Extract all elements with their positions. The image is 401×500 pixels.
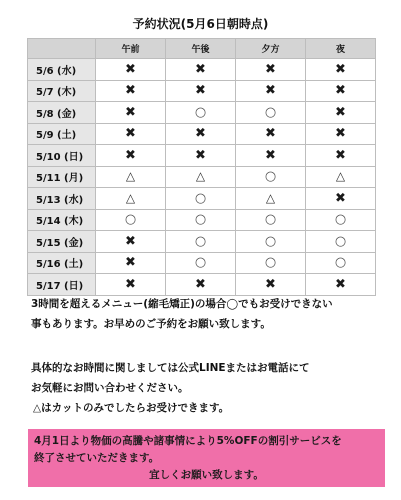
slot-morning (96, 123, 166, 145)
notice-contact (31, 358, 310, 418)
row-date: 5/15 (金) (28, 231, 96, 253)
cross-icon: ✖ (265, 147, 276, 163)
table-row (28, 102, 376, 124)
slot-night (306, 252, 376, 274)
slot-afternoon (166, 123, 236, 145)
notice-contact-line1: 具体的なお時間に関しましては公式LINEまたはお電話にて (31, 362, 310, 374)
circle-icon: ○ (264, 255, 277, 271)
table-row (28, 209, 376, 231)
reservation-table (27, 38, 376, 296)
table-row (28, 274, 376, 296)
cross-icon: ✖ (265, 126, 276, 142)
slot-evening (236, 123, 306, 145)
slot-evening (236, 209, 306, 231)
cross-icon: ✖ (195, 83, 206, 99)
row-date: 5/8 (金) (28, 102, 96, 124)
cross-icon: ✖ (195, 126, 206, 142)
slot-night (306, 209, 376, 231)
slot-afternoon (166, 252, 236, 274)
page-title: 予約状況(5月6日朝時点) (132, 17, 269, 31)
slot-morning (96, 188, 166, 210)
cross-icon: ✖ (335, 126, 346, 142)
header-evening: 夕方 (236, 39, 306, 59)
cross-icon: ✖ (265, 61, 276, 77)
cross-icon: ✖ (265, 83, 276, 99)
slot-morning (96, 274, 166, 296)
notice-long-menu-line1: 3時間を超えるメニュー(縮毛矯正)の場合◯でもお受けできない (31, 298, 333, 310)
slot-evening (236, 274, 306, 296)
cross-icon: ✖ (195, 276, 206, 292)
cross-icon: ✖ (335, 276, 346, 292)
slot-morning (96, 209, 166, 231)
slot-evening (236, 166, 306, 188)
triangle-icon: △ (195, 169, 206, 184)
cross-icon: ✖ (195, 147, 206, 163)
cross-icon: ✖ (125, 61, 136, 77)
table-body (28, 59, 376, 296)
slot-night (306, 188, 376, 210)
table-header-row (28, 39, 376, 59)
header-afternoon: 午後 (166, 39, 236, 59)
cross-icon: ✖ (125, 104, 136, 120)
cross-icon: ✖ (335, 147, 346, 163)
triangle-icon: △ (335, 169, 346, 184)
table-row (28, 145, 376, 167)
circle-icon: ○ (334, 233, 347, 249)
circle-icon: ○ (334, 212, 347, 228)
discount-end-banner (28, 429, 385, 487)
slot-morning (96, 80, 166, 102)
row-date: 5/13 (水) (28, 188, 96, 210)
notice-contact-line2: お気軽にお問い合わせください。 (31, 382, 189, 394)
cross-icon: ✖ (125, 83, 136, 99)
cross-icon: ✖ (125, 276, 136, 292)
cross-icon: ✖ (335, 83, 346, 99)
circle-icon: ○ (194, 190, 207, 206)
circle-icon: ○ (194, 255, 207, 271)
table-row (28, 59, 376, 81)
slot-morning (96, 145, 166, 167)
cross-icon: ✖ (335, 61, 346, 77)
slot-afternoon (166, 59, 236, 81)
table-row (28, 166, 376, 188)
slot-night (306, 274, 376, 296)
slot-night (306, 145, 376, 167)
slot-night (306, 80, 376, 102)
triangle-icon: △ (265, 190, 276, 205)
table-row (28, 231, 376, 253)
slot-afternoon (166, 274, 236, 296)
cross-icon: ✖ (125, 126, 136, 142)
circle-icon: ○ (264, 169, 277, 185)
slot-night (306, 102, 376, 124)
slot-afternoon (166, 102, 236, 124)
row-date: 5/9 (土) (28, 123, 96, 145)
banner-line1: 4月1日より物価の高騰や諸事情により5%OFFの割引サービスを (34, 435, 342, 447)
cross-icon: ✖ (335, 104, 346, 120)
triangle-icon: △ (125, 169, 136, 184)
slot-evening (236, 252, 306, 274)
row-date: 5/11 (月) (28, 166, 96, 188)
notice-long-menu-line2: 事もあります。お早めのご予約をお願い致します。 (31, 318, 271, 330)
slot-morning (96, 166, 166, 188)
circle-icon: ○ (194, 212, 207, 228)
banner-line3: 宜しくお願い致します。 (149, 469, 264, 481)
cross-icon: ✖ (125, 233, 136, 249)
circle-icon: ○ (264, 104, 277, 120)
banner-line2: 終了させていただきます。 (34, 452, 160, 464)
slot-night (306, 166, 376, 188)
slot-afternoon (166, 209, 236, 231)
slot-afternoon (166, 80, 236, 102)
row-date: 5/16 (土) (28, 252, 96, 274)
header-corner (28, 39, 96, 59)
slot-night (306, 59, 376, 81)
header-morning: 午前 (96, 39, 166, 59)
slot-night (306, 231, 376, 253)
slot-morning (96, 252, 166, 274)
row-date: 5/17 (日) (28, 274, 96, 296)
table-row (28, 123, 376, 145)
circle-icon: ○ (264, 212, 277, 228)
slot-afternoon (166, 231, 236, 253)
slot-morning (96, 59, 166, 81)
notice-long-menu (31, 294, 333, 334)
slot-evening (236, 80, 306, 102)
cross-icon: ✖ (335, 190, 346, 206)
triangle-icon: △ (125, 190, 136, 205)
slot-evening (236, 102, 306, 124)
circle-icon: ○ (264, 233, 277, 249)
circle-icon: ○ (194, 233, 207, 249)
circle-icon: ○ (194, 104, 207, 120)
slot-night (306, 123, 376, 145)
row-date: 5/7 (木) (28, 80, 96, 102)
slot-evening (236, 188, 306, 210)
row-date: 5/10 (日) (28, 145, 96, 167)
cross-icon: ✖ (195, 61, 206, 77)
slot-afternoon (166, 188, 236, 210)
slot-morning (96, 102, 166, 124)
cross-icon: ✖ (265, 276, 276, 292)
notice-triangle-line: △はカットのみでしたらお受けできます。 (33, 402, 230, 414)
slot-afternoon (166, 166, 236, 188)
row-date: 5/14 (木) (28, 209, 96, 231)
row-date: 5/6 (水) (28, 59, 96, 81)
circle-icon: ○ (334, 255, 347, 271)
slot-evening (236, 145, 306, 167)
table-row (28, 80, 376, 102)
table-row (28, 188, 376, 210)
slot-evening (236, 59, 306, 81)
cross-icon: ✖ (125, 147, 136, 163)
header-night: 夜 (306, 39, 376, 59)
slot-afternoon (166, 145, 236, 167)
table-row (28, 252, 376, 274)
slot-evening (236, 231, 306, 253)
cross-icon: ✖ (125, 255, 136, 271)
slot-morning (96, 231, 166, 253)
circle-icon: ○ (124, 212, 137, 228)
